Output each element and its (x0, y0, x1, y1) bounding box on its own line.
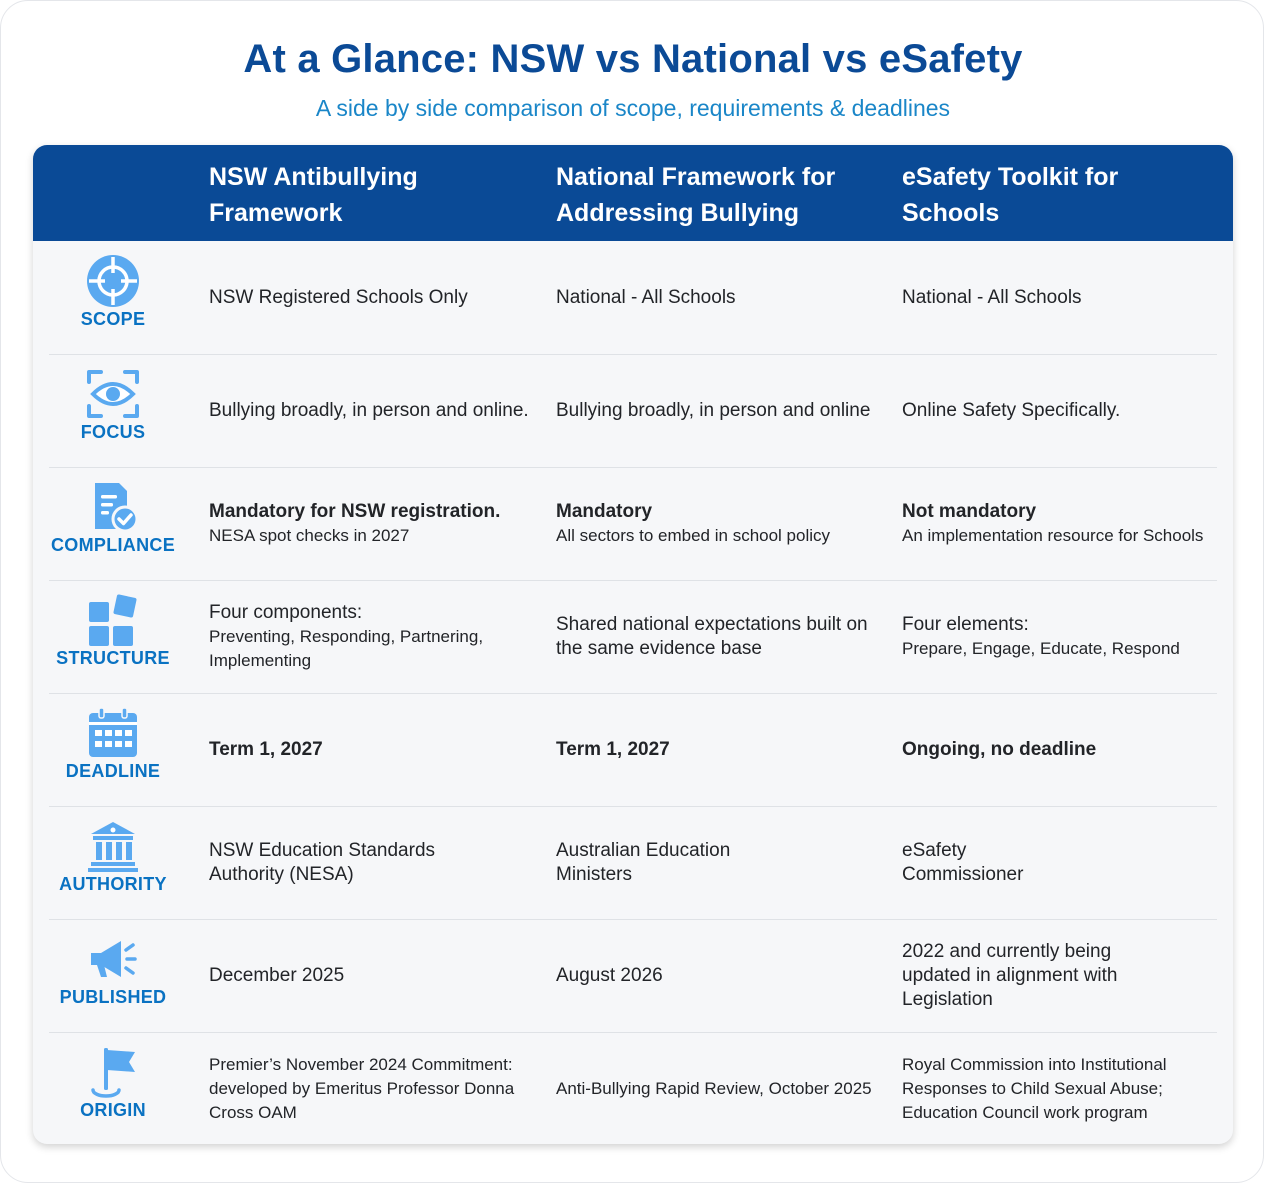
column-header-line: Framework (209, 199, 343, 227)
cell-text: Bullying broadly, in person and online. (209, 399, 529, 421)
row-header (33, 1032, 193, 1144)
cell-esafety (902, 467, 1222, 580)
cell-text: Premier’s November 2024 Commitment: developed by Emeritus Professor Donna Cross OAM (209, 1054, 515, 1122)
cell-text-bold: Mandatory for NSW registration. (209, 500, 501, 522)
column-header-esafety (902, 159, 1222, 231)
cell-national (556, 919, 886, 1032)
table-row-published (33, 919, 1233, 1032)
table-row-compliance (33, 467, 1233, 580)
column-header-line: eSafety Toolkit for (902, 163, 1119, 191)
institution-icon (83, 816, 143, 876)
table-row-focus (33, 354, 1233, 467)
cell-text: December 2025 (209, 964, 345, 986)
row-label: PUBLISHED (59, 987, 167, 1007)
cell-text: Anti-Bullying Rapid Review, October 2025 (556, 1078, 872, 1098)
cell-esafety (902, 241, 1222, 354)
cell-subtext: An implementation resource for Schools (902, 525, 1204, 545)
target-icon (83, 251, 143, 311)
cell-national (556, 693, 886, 806)
cell-subtext: Prepare, Engage, Educate, Respond (902, 638, 1180, 658)
cell-esafety (902, 580, 1222, 693)
cell-nsw (209, 467, 539, 580)
row-header (33, 354, 193, 467)
eye-scan-icon (83, 364, 143, 424)
flag-icon (83, 1042, 143, 1102)
cell-text: National - All Schools (556, 286, 736, 308)
row-header (33, 806, 193, 919)
document-check-icon (83, 477, 143, 537)
cell-text: eSafety Commissioner (902, 839, 1024, 885)
cell-nsw (209, 354, 539, 467)
table-row-deadline (33, 693, 1233, 806)
calendar-icon (83, 703, 143, 763)
row-header (33, 693, 193, 806)
cell-national (556, 467, 886, 580)
cell-national (556, 241, 886, 354)
cell-national (556, 354, 886, 467)
cell-esafety (902, 806, 1222, 919)
column-header-line: National Framework for (556, 163, 836, 191)
row-label: AUTHORITY (59, 874, 167, 894)
page-title: At a Glance: NSW vs National vs eSafety (243, 37, 1023, 81)
table-row-authority (33, 806, 1233, 919)
cell-nsw (209, 919, 539, 1032)
cell-text-bold: Term 1, 2027 (209, 738, 323, 760)
cell-text: NSW Education Standards Authority (NESA) (209, 839, 436, 885)
comparison-table (33, 145, 1233, 1144)
cell-esafety (902, 1032, 1222, 1144)
cell-national (556, 580, 886, 693)
cell-text-bold: Ongoing, no deadline (902, 738, 1097, 760)
cell-text: Bullying broadly, in person and online (556, 399, 871, 421)
cell-text: Shared national expectations built on the same evidence base (556, 613, 868, 659)
cell-subtext: All sectors to embed in school policy (556, 525, 831, 545)
cell-esafety (902, 354, 1222, 467)
cell-nsw (209, 693, 539, 806)
row-label: STRUCTURE (56, 648, 170, 668)
cell-subtext: NESA spot checks in 2027 (209, 525, 410, 545)
cell-text: National - All Schools (902, 286, 1082, 308)
cell-text: Australian Education Ministers (556, 839, 731, 885)
cell-nsw (209, 806, 539, 919)
table-row-structure (33, 580, 1233, 693)
row-label: DEADLINE (65, 761, 161, 781)
column-header-line: Addressing Bullying (556, 199, 800, 227)
cell-text-bold: Mandatory (556, 500, 653, 522)
cell-text: Four components: (209, 601, 363, 623)
row-header (33, 467, 193, 580)
table-header (33, 145, 1233, 241)
cell-text: Royal Commission into Institutional Responses to Child Sexual Abuse; Education Council work program (902, 1054, 1167, 1122)
column-header-line: NSW Antibullying (209, 163, 418, 191)
cell-nsw (209, 1032, 539, 1144)
row-label: COMPLIANCE (51, 535, 175, 555)
row-header (33, 241, 193, 354)
cell-text: NSW Registered Schools Only (209, 286, 468, 308)
cell-text-bold: Term 1, 2027 (556, 738, 670, 760)
table-body (33, 241, 1233, 1144)
table-row-scope (33, 241, 1233, 354)
cell-national (556, 806, 886, 919)
column-header-line: Schools (902, 199, 1000, 227)
row-header (33, 919, 193, 1032)
table-row-origin (33, 1032, 1233, 1144)
cell-text: 2022 and currently being updated in alignment with Legislation (902, 940, 1118, 1010)
cell-text-bold: Not mandatory (902, 500, 1037, 522)
cell-text: August 2026 (556, 964, 663, 986)
column-header-national (556, 159, 876, 231)
blocks-icon (83, 590, 143, 650)
row-label: FOCUS (80, 422, 146, 442)
page-subtitle: A side by side comparison of scope, requirements & deadlines (315, 95, 951, 121)
cell-subtext: Preventing, Responding, Partnering, Implementing (209, 626, 484, 670)
cell-nsw (209, 580, 539, 693)
row-label: SCOPE (80, 309, 146, 329)
cell-esafety (902, 919, 1222, 1032)
column-header-nsw (209, 159, 529, 231)
megaphone-icon (83, 929, 143, 989)
cell-text: Four elements: (902, 613, 1029, 635)
row-header (33, 580, 193, 693)
cell-nsw (209, 241, 539, 354)
row-label: ORIGIN (80, 1100, 146, 1120)
cell-esafety (902, 693, 1222, 806)
cell-national (556, 1032, 886, 1144)
cell-text: Online Safety Specifically. (902, 399, 1121, 421)
